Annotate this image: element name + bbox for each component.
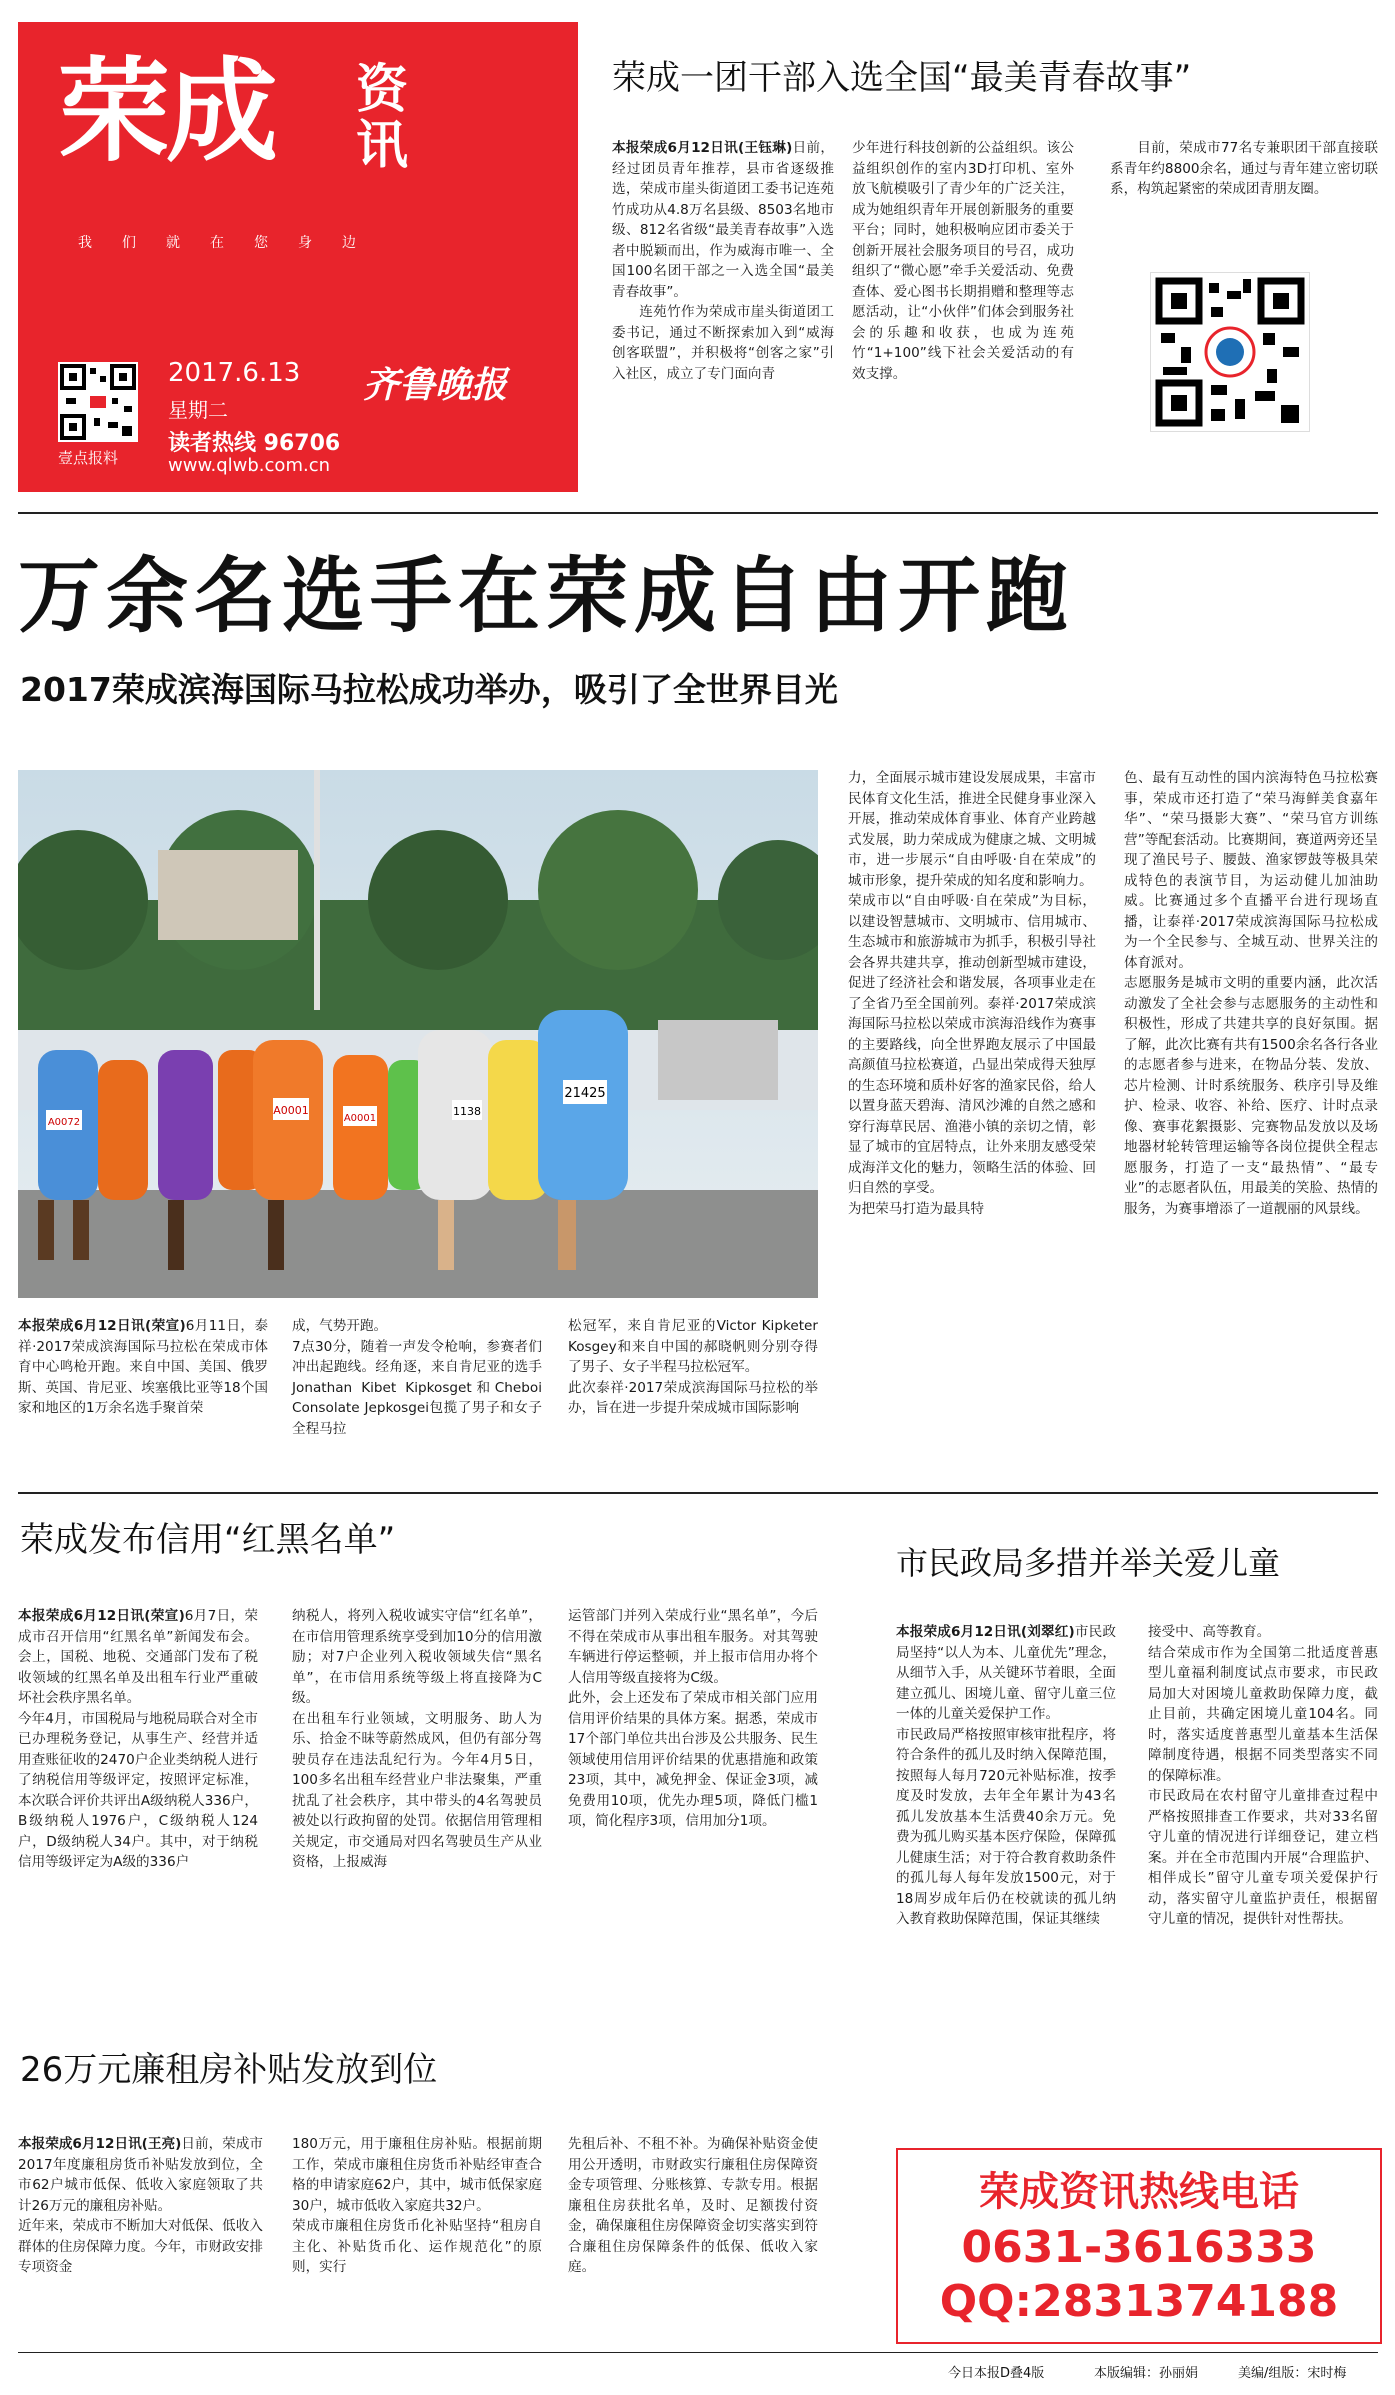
masthead-slogan: 我们就在您身边 <box>78 235 386 251</box>
bib-number: A0001 <box>343 1113 377 1124</box>
top-story-para1: 日前，经过团员青年推荐，县市省逐级推选，荣成市崖头街道团工委书记连苑竹成功从4.8万名县级、8503名地市级、812名省级“最美青春故事”入选者中脱颖而出，作为威海市唯一、全国100名团干部之一入选全国“最美青春故事”。 <box>612 140 834 300</box>
main-lower-col1 <box>18 1316 268 1419</box>
brand-name: 齐鲁晚报 <box>363 364 508 406</box>
ad-qq: QQ:2831374188 <box>939 2276 1339 2327</box>
credit-col3: 运管部门并列入荣成行业“黑名单”，今后不得在荣成市从事出租车服务。对其驾驶车辆进行停运整顿，并上报市信用办将个人信用等级直接将为C级。 此外，会上还发布了荣成市相关部门应用信用评价结果的具体方案。据悉，荣成市17个部门单位共出台涉及公共服务、民生领域使用信用评价结果的优惠措施和政策23项，其中，减免押金、保证金3项，减免费用10项，优先办理5项，降低门槛1项，简化程序3项，信用加分1项。 <box>568 1608 818 1829</box>
qr-caption: 壹点报料 <box>58 449 119 467</box>
bib-number: 21425 <box>564 1086 606 1101</box>
qr-code-icon <box>58 362 138 442</box>
housing-lead: 本报荣成6月12日讯(王亮) <box>18 2136 182 2152</box>
bib-number: 1138 <box>453 1105 481 1118</box>
wechat-qr-icon <box>1150 272 1310 432</box>
credit-col1-text: 6月7日，荣成市召开信用“红黑名单”新闻发布会。会上，国税、地税、交通部门发布了税收领域的红黑名单及出租车行业严重破坏社会秩序黑名单。 今年4月，市国税局与地税局联合对全市已办理税务登记，从事生产、经营并适用查账征收的2470户企业类纳税人进行了纳税信用等级评定，按照评定标准，本次联合评价共评出A级纳税人336户，B级纳税人1976户，C级纳税人124户，D级纳税人34户。其中，对于纳税信用等级评定为A级的336户 <box>18 1608 258 1870</box>
top-story-col3: 目前，荣成市77名专兼职团干部直接联系青年约8800余名，通过与青年建立密切联系，构筑起紧密的荣成团青朋友圈。 <box>1110 140 1378 197</box>
child-headline: 市民政局多措并举关爱儿童 <box>896 1544 1281 1582</box>
main-story-intro: 6月11日，泰祥·2017荣成滨海国际马拉松在荣成市体育中心鸣枪开跑。来自中国、美国、俄罗斯、英国、肯尼亚、埃塞俄比亚等18个国家和地区的1万余名选手聚首荣 <box>18 1318 268 1416</box>
housing-col1 <box>18 2134 263 2278</box>
housing-col3: 先租后补、不租不补。为确保补贴资金使用公开透明，市财政实行廉租住房保障资金专项管理、分账核算、专款专用。根据廉租住房获批名单，及时、足额拨付资金，确保廉租住房保障资金切实落实到符合廉租住房保障条件的低保、低收入家庭。 <box>568 2136 818 2275</box>
main-right-col1: 力，全面展示城市建设发展成果，丰富市民体育文化生活，推进全民健身事业深入开展，推动荣成体育事业、体育产业跨越式发展，助力荣成成为健康之城、文明城市，进一步展示“自由呼吸·自在荣成”的城市形象，提升荣成的知名度和影响力。 荣成市以“自由呼吸·自在荣成”为目标，以建设智慧城市、文明城市、信用城市、生态城市和旅游城市为抓手，积极引导社会各界共建共享，推动创新型城市建设，促进了经济社会和谐发展，各项事业走在了全省乃至全国前列。泰祥·2017荣成滨海国际马拉松以荣成市滨海沿线作为赛事的主要路线，向全世界跑友展示了中国最高颜值马拉松赛道，凸显出荣成得天独厚的生态环境和质朴好客的渔家民俗，给人以置身蓝天碧海、清风沙滩的自然之感和穿行海草民居、渔港小镇的亲切之情，彰显了城市的宜居特点，让外来朋友感受荣成海洋文化的魅力，领略生活的体验、回归自然的享受。 为把荣马打造为最具特 <box>848 770 1096 1217</box>
divider-top <box>18 512 1378 514</box>
top-story-lead: 本报荣成6月12日讯(王钰琳) <box>612 140 793 156</box>
main-lower-col2: 成，气势开跑。 7点30分，随着一声发令枪响，参赛者们冲出起跑线。经角逐，来自肯尼亚的选手Jonathan Kibet Kipkosget和Cheboi Consolate Jepkosgei包揽了男子和女子全程马拉 <box>292 1318 542 1437</box>
marathon-photo <box>18 770 818 1298</box>
reader-hotline: 读者热线 96706 <box>168 431 341 456</box>
child-lead: 本报荣成6月12日讯(刘翠红) <box>896 1624 1075 1640</box>
child-col1-text: 市民政局坚持“以人为本、儿童优先”理念，从细节入手，从关键环节着眼，全面建立孤儿、困境儿童、留守儿童三位一体的儿童关爱保护工作。 市民政局严格按照审核审批程序，将符合条件的孤儿及时纳入保障范围，按照每人每月720元补贴标准，按季度及时发放，去年全年累计为43名孤儿发放基本生活费40余万元。免费为孤儿购买基本医疗保险，保障孤儿健康生活；对于符合教育救助条件的孤儿每人每年发放1500元，对于18周岁成年后仍在校就读的孤儿纳入教育救助保障范围，保证其继续 <box>896 1624 1116 1927</box>
main-story-lead: 本报荣成6月12日讯(荣宣) <box>18 1318 186 1334</box>
housing-col1-text: 日前，荣成市2017年度廉租房货币补贴发放到位，全市62户城市低保、低收入家庭领取了共计26万元的廉租房补贴。 近年来，荣成市不断加大对低保、低收入群体的住房保障力度。今年，市财政安排专项资金 <box>18 2136 263 2275</box>
housing-headline: 26万元廉租房补贴发放到位 <box>20 2050 438 2090</box>
masthead-logo: 荣成 <box>58 46 274 177</box>
main-headline: 万余名选手在荣成自由开跑 <box>18 548 1075 644</box>
ad-title: 荣成资讯热线电话 <box>979 2168 1299 2215</box>
bib-number: A0072 <box>47 1117 81 1128</box>
footer-editor: 本版编辑：孙丽娟 <box>1094 2366 1199 2381</box>
website-url[interactable]: www.qlwb.com.cn <box>168 455 330 476</box>
main-subhead: 2017荣成滨海国际马拉松成功举办，吸引了全世界目光 <box>20 670 838 709</box>
issue-date: 2017.6.13 <box>168 358 301 388</box>
top-story-headline: 荣成一团干部入选全国“最美青春故事” <box>612 58 1192 98</box>
divider-middle <box>18 1492 1378 1494</box>
child-col2: 接受中、高等教育。 结合荣成市作为全国第二批适度普惠型儿童福利制度试点市要求，市民政局加大对困境儿童救助保障力度，截止目前，共确定困境儿童104名。同时，落实适度普惠型儿童基本生活保障制度待遇，根据不同类型落实不同的保障标准。 市民政局在农村留守儿童排查过程中严格按照排查工作要求，共对33名留守儿童的情况进行详细登记，建立档案。并在全市范围内开展“合理监护、相伴成长”留守儿童专项关爱保护行动，落实留守儿童监护责任，根据留守儿童的情况，提供针对性帮扶。 <box>1148 1624 1378 1927</box>
masthead <box>18 22 578 492</box>
masthead-logo-sub: 资讯 <box>356 59 409 176</box>
issue-weekday: 星期二 <box>168 398 228 422</box>
main-lower-col3: 松冠军，来自肯尼亚的Victor Kipketer Kosgey和来自中国的郝晓帆则分别夺得了男子、女子半程马拉松冠军。 此次泰祥·2017荣成滨海国际马拉松的举办，旨在进一步提升荣成城市国际影响 <box>568 1318 818 1416</box>
top-story-col1 <box>612 138 834 384</box>
footer-pages: 今日本报D叠4版 <box>948 2366 1045 2381</box>
credit-col2: 纳税人，将列入税收诚实守信“红名单”，在市信用管理系统享受到加10分的信用激励；对7户企业列入税收领域失信“黑名单”，在市信用系统等级上将直接降为C级。 在出租车行业领域，文明服务、助人为乐、拾金不昧等蔚然成风，但仍有部分驾驶员存在违法乱纪行为。今年4月5日，100多名出租车经营业户非法聚集，严重扰乱了社会秩序，其中带头的4名驾驶员被处以行政拘留的处罚。依据信用管理相关规定，市交通局对四名驾驶员生产从业资格，上报威海 <box>292 1608 542 1870</box>
footer-design: 美编/组版：宋时梅 <box>1238 2366 1347 2381</box>
divider-footer <box>18 2352 1378 2353</box>
ad-phone: 0631-3616333 <box>961 2222 1317 2273</box>
top-story-col2: 少年进行科技创新的公益组织。该公益组织创作的室内3D打印机、室外放飞航模吸引了青少年的广泛关注，成为她组织青年开展创新服务的重要平台；同时，她积极响应团市委关于创新开展社会服务项目的号召，成功组织了“微心愿”牵手关爱活动、免费查体、爱心图书长期捐赠和整理等志愿活动，让“小伙伴”们体会到服务社会的乐趣和收获，也成为连苑竹“1+100”线下社会关爱活动的有效支撑。 <box>852 140 1074 382</box>
bib-number: A0001 <box>273 1104 309 1117</box>
credit-headline: 荣成发布信用“红黑名单” <box>20 1520 396 1560</box>
top-story-para2: 连苑竹作为荣成市崖头街道团工委书记，通过不断探索加入到“威海创客联盟”，并积极将“创客之家”引入社区，成立了专门面向青 <box>612 304 834 382</box>
credit-lead: 本报荣成6月12日讯(荣宣) <box>18 1608 185 1624</box>
credit-col1 <box>18 1606 258 1873</box>
housing-col2: 180万元，用于廉租住房补贴。根据前期工作，荣成市廉租住房货币补贴经审查合格的申请家庭62户，其中，城市低保家庭30户，城市低收入家庭共32户。 荣成市廉租住房货币化补贴坚持“租房自主化、补贴货币化、运作规范化”的原则，实行 <box>292 2136 542 2275</box>
hotline-ad <box>896 2148 1382 2344</box>
main-right-col2: 色、最有互动性的国内滨海特色马拉松赛事，荣成市还打造了“荣马海鲜美食嘉年华”、“荣马摄影大赛”、“荣马官方训练营”等配套活动。比赛期间，赛道两旁还呈现了渔民号子、腰鼓、渔家锣鼓等极具荣成特色的表演节目，为运动健儿加油助威。比赛通过多个直播平台进行现场直播，让泰祥·2017荣成滨海国际马拉松成为一个全民参与、全城互动、世界关注的体育派对。 志愿服务是城市文明的重要内涵，此次活动激发了全社会参与志愿服务的主动性和积极性，形成了共建共享的良好氛围。据了解，此次比赛有共有1500余名各行各业的志愿者参与进来，在物品分装、发放、芯片检测、计时系统服务、秩序引导及维护、检录、收容、补给、医疗、计时点录像、赛事花絮摄影、完赛物品发放以及场地器材轮转管理运输等各岗位提供全程志愿服务，打造了一支“最热情”、“最专业”的志愿者队伍，用最美的笑脸、热情的服务，为赛事增添了一道靓丽的风景线。 <box>1124 770 1378 1217</box>
child-col1 <box>896 1622 1116 1930</box>
